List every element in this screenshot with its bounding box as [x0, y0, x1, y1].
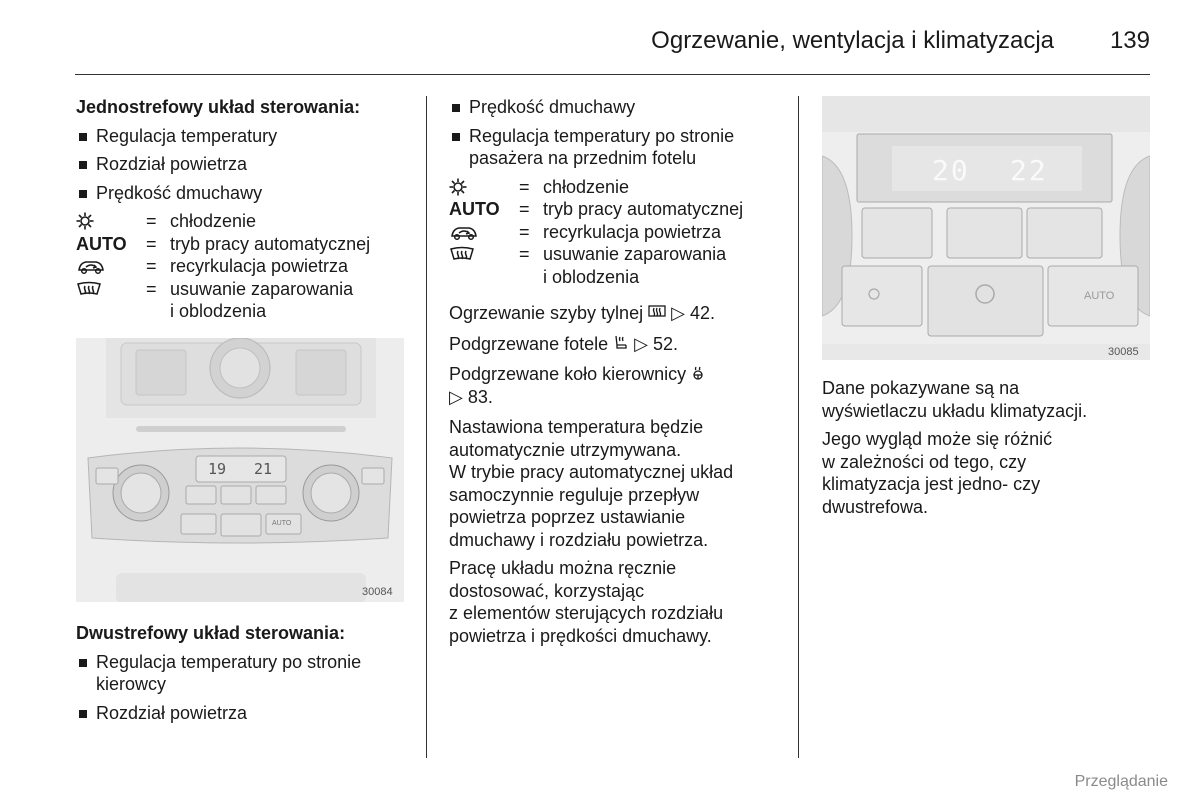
list-item-continuation: kierowcy [96, 674, 167, 694]
text-line: z elementów sterujących rozdziału [449, 603, 724, 623]
text-line: powietrza poprzez ustawianie [449, 507, 686, 527]
text-line: Nastawiona temperatura będzie [449, 417, 704, 437]
auto-label: AUTO [76, 233, 127, 254]
ref-page: 52. [653, 333, 679, 354]
footer-watermark: Przeglądanie [1074, 773, 1168, 790]
paragraph [449, 416, 789, 551]
display-temp-left: 20 [932, 154, 970, 187]
display-temp-left: 19 [208, 460, 227, 478]
recirculation-icon [449, 221, 519, 244]
equals-sign: = [146, 256, 157, 276]
cross-reference-page [449, 386, 789, 409]
list-item: Prędkość dmuchawy [449, 96, 789, 119]
legend-text: i oblodzenia [543, 266, 640, 287]
middle-column [449, 96, 789, 647]
legend-text: tryb pracy automatycznej [543, 199, 744, 219]
equals-sign: = [146, 233, 157, 254]
ref-text: Ogrzewanie szyby tylnej [449, 303, 644, 323]
equals-sign: = [519, 176, 530, 197]
symbol-legend [76, 210, 416, 323]
text-line: dmuchawy i rozdziału powietrza. [449, 529, 709, 550]
snowflake-icon [449, 176, 519, 199]
text-line: w zależności od tego, czy [822, 451, 1027, 472]
symbol-legend [449, 176, 789, 289]
list-item: Prędkość dmuchawy [76, 182, 416, 205]
list-item: Regulacja temperatury po stronie [449, 125, 789, 148]
legend-text: usuwanie zaparowania [170, 278, 354, 299]
text-line: klimatyzacja jest jedno- czy [822, 474, 1041, 494]
paragraph [822, 428, 1152, 518]
legend-text: tryb pracy automatycznej [170, 233, 371, 254]
auto-label: AUTO [449, 199, 500, 219]
ref-page: 83. [467, 386, 493, 407]
dual-zone-section [76, 622, 416, 724]
text-line: Pracę układu można ręcznie [449, 558, 677, 578]
header-rule [75, 74, 1150, 75]
ref-page: 42. [689, 303, 716, 323]
arrow-icon: ▷ [634, 333, 648, 354]
paragraph [822, 377, 1152, 422]
ref-text: Podgrzewane koło kierownicy [449, 364, 687, 384]
legend-text: i oblodzenia [170, 301, 267, 321]
text-line: dostosować, korzystając [449, 580, 645, 601]
page-number: 139 [1109, 27, 1150, 54]
heated-seat-icon [613, 334, 629, 350]
display-temp-right: 21 [254, 460, 273, 478]
cross-reference [449, 333, 789, 356]
text-line: powietrza i prędkości dmuchawy. [449, 625, 712, 646]
legend-text: recyrkulacja powietrza [543, 221, 722, 242]
single-zone-heading: Jednostrefowy układ sterowania: [76, 97, 361, 117]
display-temp-right: 22 [1010, 154, 1048, 187]
column-divider-right [798, 96, 799, 758]
heated-steering-wheel-icon [691, 366, 705, 380]
text-line: Jego wygląd może się różnić [822, 429, 1053, 449]
list-item-continuation: pasażera na przednim fotelu [469, 148, 697, 168]
auto-button-label: AUTO [1084, 290, 1115, 302]
dual-zone-heading: Dwustrefowy układ sterowania: [76, 623, 346, 643]
figure-number: 30085 [1108, 346, 1139, 358]
legend-text: chłodzenie [170, 211, 257, 231]
arrow-icon: ▷ [671, 303, 685, 323]
page-header-title: Ogrzewanie, wentylacja i klimatyzacja [651, 27, 1054, 54]
figure-number: 30084 [362, 586, 393, 598]
text-line: Dane pokazywane są na [822, 378, 1020, 398]
text-line: wyświetlaczu układu klimatyzacji. [822, 400, 1088, 421]
equals-sign: = [146, 278, 157, 299]
list-item: Regulacja temperatury po stronie [76, 651, 416, 674]
list-item: Rozdział powietrza [76, 153, 416, 176]
list-item: Rozdział powietrza [76, 702, 416, 725]
legend-text: recyrkulacja powietrza [170, 256, 349, 276]
right-column-text [822, 377, 1152, 518]
text-line: dwustrefowa. [822, 496, 929, 517]
dual-zone-panel-illustration [822, 96, 1150, 360]
ref-text: Podgrzewane fotele [449, 333, 609, 354]
text-line: W trybie pracy automatycznej układ [449, 462, 734, 482]
legend-text: chłodzenie [543, 176, 630, 197]
equals-sign: = [146, 211, 157, 231]
text-line: samoczynnie reguluje przepływ [449, 484, 700, 505]
windshield-defrost-icon [449, 243, 519, 266]
single-zone-panel-illustration [76, 338, 404, 602]
column-divider-left [426, 96, 427, 758]
equals-sign: = [519, 221, 530, 242]
auto-button-label: AUTO [272, 520, 292, 527]
equals-sign: = [519, 199, 530, 219]
rear-window-heating-icon [648, 305, 666, 319]
legend-text: usuwanie zaparowania [543, 244, 727, 264]
text-line: automatycznie utrzymywana. [449, 439, 682, 460]
cross-reference [449, 363, 789, 386]
recirculation-icon [76, 255, 146, 278]
paragraph [449, 557, 789, 647]
equals-sign: = [519, 244, 530, 264]
windshield-defrost-icon [76, 278, 146, 301]
list-item: Regulacja temperatury [76, 125, 416, 148]
cross-reference [449, 302, 789, 325]
left-column [76, 96, 416, 323]
snowflake-icon [76, 210, 146, 233]
arrow-icon: ▷ [449, 386, 463, 407]
